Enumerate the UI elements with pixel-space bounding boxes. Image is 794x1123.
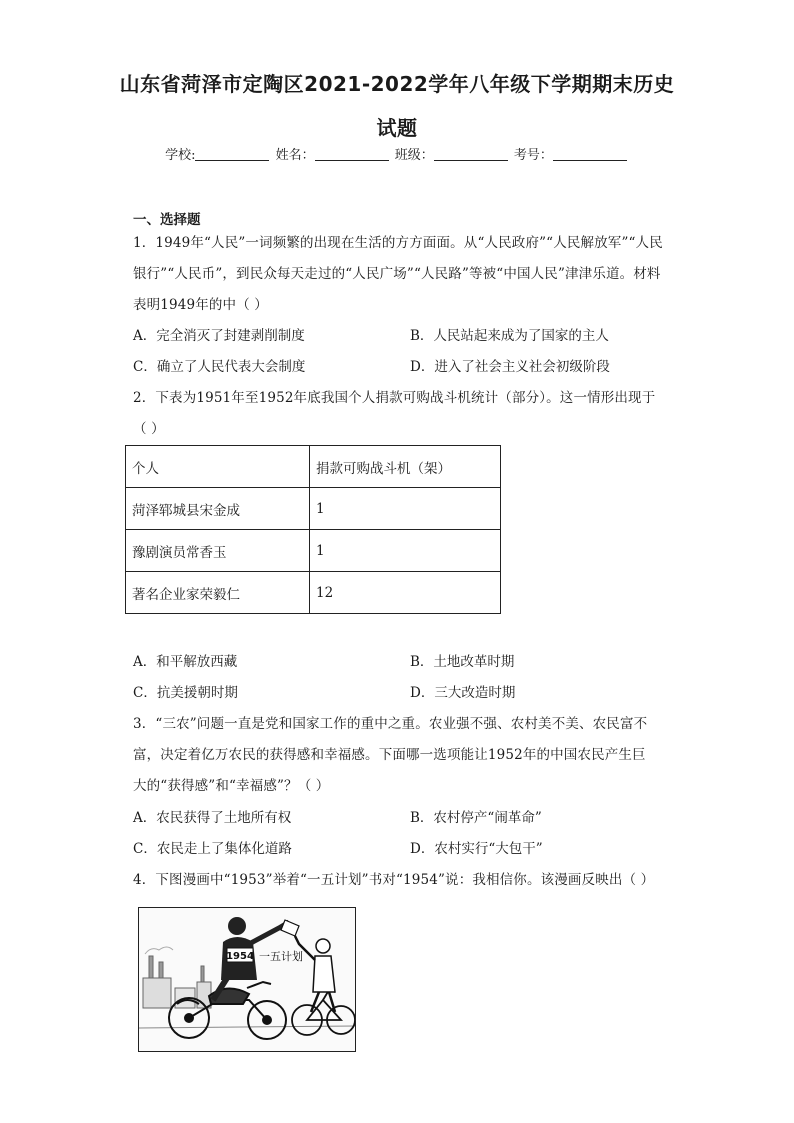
bicycle	[292, 990, 355, 1035]
school-blank[interactable]	[195, 160, 269, 161]
book-label: 一五计划	[259, 950, 303, 963]
table-row	[126, 488, 501, 530]
table-cell: 豫剧演员常香玉	[126, 530, 310, 572]
donation-table	[125, 445, 501, 614]
section-heading: 一、选择题	[133, 212, 201, 228]
q1-option-d[interactable]: D．进入了社会主义社会初级阶段	[410, 359, 610, 375]
factory-skyline	[143, 947, 211, 1008]
q2-option-c[interactable]: C．抗美援朝时期	[133, 685, 238, 701]
q3-option-c[interactable]: C．农民走上了集体化道路	[133, 841, 292, 857]
bicycle-rider	[295, 936, 335, 1012]
book-icon	[281, 920, 299, 936]
page-title-continued: 试题	[376, 116, 418, 140]
student-info-line	[0, 144, 794, 163]
exam-number-blank[interactable]	[553, 160, 627, 161]
table-cell: 菏泽郓城县宋金成	[126, 488, 310, 530]
q3-option-a[interactable]: A．农民获得了土地所有权	[133, 810, 292, 826]
q3-option-d[interactable]: D．农村实行“大包干”	[410, 841, 543, 857]
five-year-plan-cartoon	[138, 907, 356, 1052]
table-header-cell: 捐款可购战斗机（架）	[310, 446, 501, 488]
q2-line-1: 2．下表为1951年至1952年底我国个人捐款可购战斗机统计（部分）。这一情形出现于	[133, 390, 656, 406]
table-row	[126, 572, 501, 614]
q1-line-2: 银行”“人民币”，到民众每天走过的“人民广场”“人民路”等被“中国人民”津津乐道。材料	[133, 266, 661, 282]
q2-option-a[interactable]: A．和平解放西藏	[133, 654, 238, 670]
q3-option-b[interactable]: B．农村停产“闹革命”	[410, 810, 542, 826]
table-header-cell: 个人	[126, 446, 310, 488]
table-cell: 著名企业家荣毅仁	[126, 572, 310, 614]
table-cell: 1	[310, 530, 501, 572]
table-cell: 1	[310, 488, 501, 530]
q2-line-2: （ ）	[133, 421, 165, 437]
class-blank[interactable]	[434, 160, 508, 161]
table-cell: 12	[310, 572, 501, 614]
q3-line-1: 3．“三农”问题一直是党和国家工作的重中之重。农业强不强、农村美不美、农民富不	[133, 716, 648, 732]
field-exam-number: 考号：	[514, 144, 629, 163]
table-header-row	[126, 446, 501, 488]
field-name: 姓名：	[276, 144, 391, 163]
q1-option-a[interactable]: A．完全消灭了封建剥削制度	[133, 328, 305, 344]
q3-line-2: 富，决定着亿万农民的获得感和幸福感。下面哪一选项能让1952年的中国农民产生巨	[133, 747, 646, 763]
q1-option-b[interactable]: B．人民站起来成为了国家的主人	[410, 328, 609, 344]
table-row	[126, 530, 501, 572]
name-blank[interactable]	[315, 160, 389, 161]
rider-badge: 1954	[226, 951, 254, 962]
q2-option-b[interactable]: B．土地改革时期	[410, 654, 515, 670]
q3-line-3: 大的“获得感”和“幸福感”？（ ）	[133, 778, 330, 794]
q4-line-1: 4．下图漫画中“1953”举着“一五计划”书对“1954”说：我相信你。该漫画反映出（ ）	[133, 872, 655, 888]
q1-line-1: 1．1949年“人民”一词频繁的出现在生活的方方面面。从“人民政府”“人民解放军”“人民	[133, 235, 663, 251]
field-school: 学校:	[165, 144, 271, 163]
q2-option-d[interactable]: D．三大改造时期	[410, 685, 516, 701]
q1-line-3: 表明1949年的中（ ）	[133, 297, 268, 313]
q1-option-c[interactable]: C．确立了人民代表大会制度	[133, 359, 306, 375]
page-title: 山东省菏泽市定陶区2021-2022学年八年级下学期期末历史	[119, 72, 675, 96]
field-class: 班级：	[395, 144, 510, 163]
cartoon-illustration	[139, 908, 355, 1051]
